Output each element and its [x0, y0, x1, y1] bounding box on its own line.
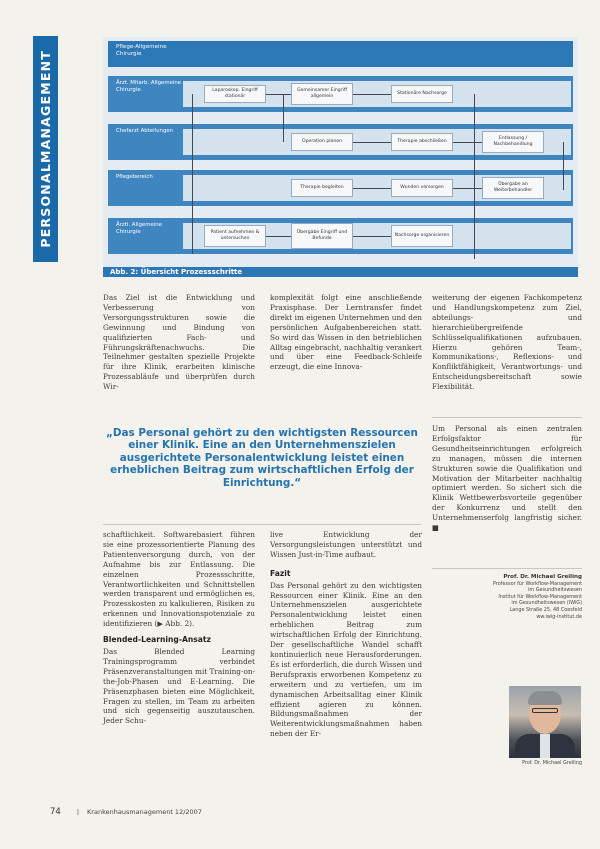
diagram-row-label: Chefarzt Abteilungen [116, 128, 174, 134]
column-1-bottom: schaftlichkeit. Softwarebasiert führen sie eine prozessorientierte Planung des Patientenversorgung durch, von der Aufnahme bis zur Entlassung. Die einzelnen Prozessschritte, Verantwortlichkeiten und Schnittstellen werden transparent und ermöglichen es, Prozesskosten zu kalkulieren, Risiken zu erkennen und Innovationspotenziale zu identifizieren (▶ Abb. 2). Blended-Learning-Ansatz Das Blended Learning Trainingsprogramm verbindet Präsenzveranstaltungen mit Training-on-the-Job-Phasen und E-Learning. Die Präsenzphasen bieten eine Möglichkeit, Fragen zu stellen, im Team zu arbeiten und sich gegenseitig auszutauschen. Jeder Schu- [103, 530, 256, 726]
column-2-top: komplexität folgt eine anschließende Praxisphase. Der Lerntransfer findet direkt im eigenen Unternehmen und den persönlichen Aufgabenbereichen statt. So wird das Wissen in den betrieblichen Alltag eingebracht, nachhaltig verankert und über eine Feedback-Schleife erzeugt, die eine Innova- [270, 293, 422, 372]
diagram-box: Therapie abschließen [391, 133, 453, 151]
diagram-box: Übergabe Eingriff und Befunde [291, 223, 353, 249]
heading-fazit: Fazit [270, 568, 291, 578]
author-info: Prof. Dr. Michael Greiling Professor für Workflow-Management im Gesundheitswesen Institut für Workflow-Management im Gesundheitswesen (IWiG) Lange Straße 25, 48 Coesfeld ww.iwig-institut.de [434, 574, 582, 620]
diagram-box: Stationäre Nachsorge [391, 85, 453, 103]
diagram-row-3 [108, 170, 573, 206]
column-3-middle: Um Personal als einen zentralen Erfolgsfaktor für Gesundheitseinrichtungen erfolgreich zu managen, müssen die internen Strukturen sowie die Qualifikation und Motivation der Mitarbeiter nachhaltig optimiert werden. So sichert sich die Klinik Wettbewerbsvorteile gegenüber der Konkurrenz und stellt den Unternehmenserfolg langfristig sicher. ■ [432, 424, 582, 533]
divider [432, 568, 582, 569]
diagram-box: Operation planen [291, 133, 353, 151]
column-3-top: weiterung der eigenen Fachkompetenz und Handlungskompetenz zum Ziel, abteilungs- und hierarchieübergreifende Schlüsselqualifikationen aufzubauen. Hierzu gehören Team-, Kommunikations-, Reflexions- und Konfliktfähigkeit, Verantwortungs- und Entscheidungsbereitschaft sowie Flexibilität. [432, 293, 582, 392]
end-mark: ■ [432, 523, 439, 533]
diagram-box: Therapie begleiten [291, 179, 353, 197]
figure-caption: Abb. 2: Übersicht Prozessschritte [103, 267, 578, 277]
column-1-top: Das Ziel ist die Entwicklung und Verbesserung von Versorgungsstrukturen sowie die Gewinnung und Bindung von qualifizierten Fach- und Führungskräftenachwuchs. Die Teilnehmer gestalten spezielle Projekte für ihre Klinik, erarbeiten klinische Prozessabläufe und überprüfen durch Wir- [103, 293, 255, 392]
diagram-box: Übergabe an Weiterbehandler [482, 177, 544, 199]
diagram-header: Pflege-Allgemeine Chirurgie [108, 41, 573, 67]
page-footer: 74 | Krankenhausmanagement 12/2007 [50, 807, 202, 817]
diagram-box: Wunden versorgen [391, 179, 453, 197]
section-tab-label: PERSONALMANAGEMENT [38, 50, 53, 248]
diagram-box: Gemeinsamer Eingriff allgemein [291, 83, 353, 105]
photo-caption: Prof. Dr. Michael Greiling [522, 760, 582, 766]
diagram-box: Entlassung / Nachbehandlung [482, 131, 544, 153]
pull-quote: „Das Personal gehört zu den wichtigsten Ressourcen einer Klinik. Eine an den Unternehmenszielen ausgerichtete Personalentwicklung leistet einen erheblichen Beitrag zum wirtschaftlichen Erfolg der Einrichtung.“ [106, 427, 418, 489]
diagram-row-label: Ärztl. Allgemeine Chirurgie [116, 222, 162, 235]
diagram-row-4 [108, 218, 573, 254]
diagram-row-label: Ärzt. Mitarb. Allgemeine Chirurgie [116, 80, 182, 93]
divider [103, 524, 421, 525]
author-name: Prof. Dr. Michael Greiling [503, 574, 582, 580]
process-diagram [103, 37, 578, 274]
diagram-row-2 [108, 124, 573, 160]
diagram-row-1 [108, 76, 573, 112]
heading-blended-learning: Blended-Learning-Ansatz [103, 635, 211, 645]
diagram-box: Laparoskop. Eingriff stationär [204, 85, 266, 103]
diagram-row-label: Pflegebereich [116, 174, 153, 180]
divider [432, 417, 582, 418]
page-number: 74 [50, 807, 61, 817]
author-photo [509, 686, 581, 758]
column-2-bottom: live Entwicklung der Versorgungsleistungen unterstützt und Wissen Just-in-Time aufbaut. Fazit Das Personal gehört zu den wichtigsten Ressourcen einer Klinik. Eine an den Unternehmenszielen ausgerichtete Personalentwicklung leistet einen erheblichen Beitrag zum wirtschaftlichen Erfolg der Einrichtung. Der gesellschaftliche Wandel schafft kontinuierlich neue Herausforderungen. Es ist erforderlich, die durch Wissen und Berufspraxis erworbenen Kompetenz zu erweitern und zu vertiefen, um im dynamischen Arbeitsalltag einer Klinik effizient agieren zu können. Bildungsmaßnahmen der Weiterentwicklungsmaßnahmen haben neben der Er- [270, 530, 422, 739]
diagram-box: Nachsorge organisieren [391, 225, 453, 247]
journal-name: Krankenhausmanagement 12/2007 [87, 808, 202, 816]
diagram-box: Patient aufnehmen & untersuchen [204, 225, 266, 247]
